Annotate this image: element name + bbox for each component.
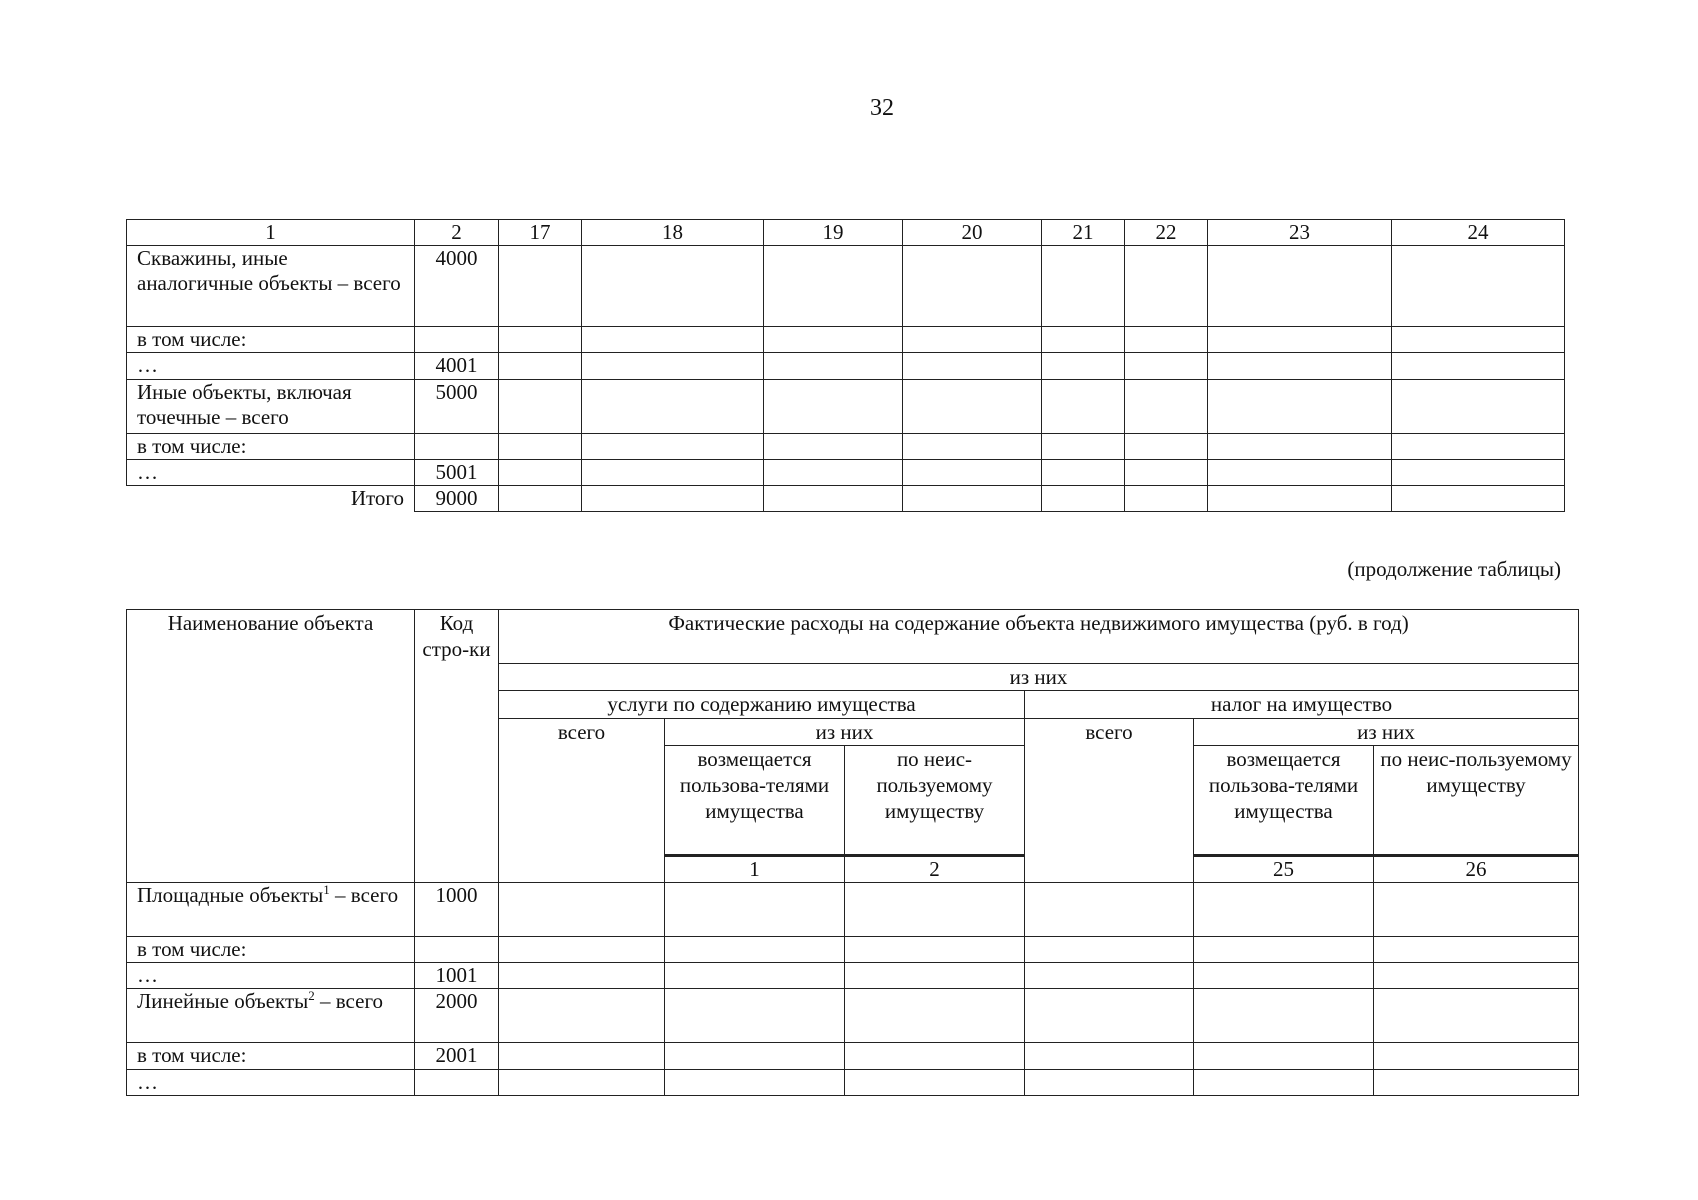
object-name: [127, 989, 415, 1043]
value-cell[interactable]: [582, 433, 764, 459]
value-cell[interactable]: [1208, 459, 1392, 485]
value-cell[interactable]: [1194, 989, 1374, 1043]
table-row: [127, 1043, 1579, 1069]
value-cell[interactable]: [845, 882, 1025, 936]
value-cell[interactable]: [1125, 246, 1208, 327]
value-cell[interactable]: [1374, 1069, 1579, 1095]
value-cell[interactable]: [903, 485, 1042, 511]
value-cell[interactable]: [903, 353, 1042, 379]
value-cell[interactable]: [665, 936, 845, 962]
value-cell[interactable]: [499, 882, 665, 936]
table-row: [127, 459, 1565, 485]
table-row: [127, 936, 1579, 962]
table-row: [127, 327, 1565, 353]
value-cell[interactable]: [1208, 353, 1392, 379]
column-number: 2: [415, 220, 499, 246]
value-cell[interactable]: [665, 882, 845, 936]
value-cell[interactable]: [499, 1069, 665, 1095]
line-code: 5000: [415, 379, 499, 433]
value-cell[interactable]: [499, 327, 582, 353]
value-cell[interactable]: [1374, 963, 1579, 989]
value-cell[interactable]: [903, 327, 1042, 353]
value-cell[interactable]: [499, 1043, 665, 1069]
value-cell[interactable]: [764, 327, 903, 353]
value-cell[interactable]: [499, 433, 582, 459]
table-row: [127, 379, 1565, 433]
column-number: 20: [903, 220, 1042, 246]
value-cell[interactable]: [582, 485, 764, 511]
header-tax-total: всего: [1025, 718, 1194, 882]
object-name: Скважины, иные аналогичные объекты – всего: [127, 246, 415, 327]
object-name: …: [127, 459, 415, 485]
column-number: 1: [127, 220, 415, 246]
value-cell[interactable]: [665, 1069, 845, 1095]
object-name: в том числе:: [127, 327, 415, 353]
table-row: [127, 353, 1565, 379]
object-name: [127, 882, 415, 936]
value-cell[interactable]: [665, 1043, 845, 1069]
line-code: 1001: [415, 963, 499, 989]
object-name: в том числе:: [127, 433, 415, 459]
value-cell[interactable]: [1025, 1043, 1194, 1069]
value-cell[interactable]: [903, 379, 1042, 433]
header-services-reimbursed: возмещается пользова-телями имущества: [665, 745, 845, 855]
value-cell[interactable]: [1208, 485, 1392, 511]
column-number: 24: [1392, 220, 1565, 246]
value-cell[interactable]: [764, 379, 903, 433]
value-cell[interactable]: [582, 353, 764, 379]
value-cell[interactable]: [1025, 989, 1194, 1043]
line-code: 9000: [415, 485, 499, 511]
value-cell[interactable]: [1025, 936, 1194, 962]
column-number-row: [127, 220, 1565, 246]
value-cell[interactable]: [1194, 1043, 1374, 1069]
header-actual-expenses: Фактические расходы на содержание объекта недвижимого имущества (руб. в год): [499, 610, 1579, 664]
header-services-total: всего: [499, 718, 665, 882]
table-row: [127, 433, 1565, 459]
value-cell[interactable]: [499, 936, 665, 962]
value-cell[interactable]: [1392, 433, 1565, 459]
bottom-table: [126, 609, 1579, 1096]
footnote-mark: 2: [308, 988, 315, 1004]
value-cell[interactable]: [845, 989, 1025, 1043]
value-cell[interactable]: [1392, 246, 1565, 327]
column-number: 26: [1374, 855, 1579, 882]
table-row: [127, 1069, 1579, 1095]
value-cell[interactable]: [582, 459, 764, 485]
value-cell[interactable]: [1392, 459, 1565, 485]
header-row: [127, 610, 1579, 664]
header-services-unused: по неис-пользуемому имуществу: [845, 745, 1025, 855]
header-services-of-them: из них: [665, 718, 1025, 745]
value-cell[interactable]: [845, 1069, 1025, 1095]
object-name-text: Линейные объекты: [137, 989, 309, 1014]
continuation-note: (продолжение таблицы): [1347, 557, 1561, 581]
header-object-name: Наименование объекта: [127, 610, 415, 883]
value-cell[interactable]: [1025, 963, 1194, 989]
line-code: 2000: [415, 989, 499, 1043]
column-number: 23: [1208, 220, 1392, 246]
column-number: 18: [582, 220, 764, 246]
value-cell[interactable]: [1208, 327, 1392, 353]
value-cell[interactable]: [764, 353, 903, 379]
footnote-mark: 1: [323, 882, 330, 897]
value-cell[interactable]: [1194, 963, 1374, 989]
value-cell[interactable]: [499, 379, 582, 433]
value-cell[interactable]: [1125, 485, 1208, 511]
line-code: 2001: [415, 1043, 499, 1069]
object-name: Иные объекты, включая точечные – всего: [127, 379, 415, 433]
value-cell[interactable]: [1042, 433, 1125, 459]
value-cell[interactable]: [1374, 989, 1579, 1043]
page-number: 32: [870, 95, 894, 121]
value-cell[interactable]: [1125, 327, 1208, 353]
value-cell[interactable]: [845, 963, 1025, 989]
value-cell[interactable]: [1125, 433, 1208, 459]
object-name: …: [127, 963, 415, 989]
value-cell[interactable]: [1374, 936, 1579, 962]
value-cell[interactable]: [499, 353, 582, 379]
value-cell[interactable]: [1392, 353, 1565, 379]
header-tax-unused: по неис-пользуемому имуществу: [1374, 745, 1579, 855]
value-cell[interactable]: [903, 459, 1042, 485]
value-cell[interactable]: [499, 963, 665, 989]
column-number: 2: [845, 855, 1025, 882]
value-cell[interactable]: [1194, 1069, 1374, 1095]
value-cell[interactable]: [1042, 485, 1125, 511]
line-code: 5001: [415, 459, 499, 485]
line-code: [415, 1069, 499, 1095]
value-cell[interactable]: [1194, 882, 1374, 936]
table-row: [127, 246, 1565, 327]
column-number: 22: [1125, 220, 1208, 246]
header-property-tax: налог на имущество: [1025, 691, 1579, 718]
object-name: …: [127, 353, 415, 379]
value-cell[interactable]: [499, 459, 582, 485]
column-number: 21: [1042, 220, 1125, 246]
value-cell[interactable]: [1042, 353, 1125, 379]
value-cell[interactable]: [1025, 1069, 1194, 1095]
object-name-text: Площадные объекты: [137, 882, 324, 907]
total-row: [127, 485, 1565, 511]
total-label: Итого: [127, 485, 415, 511]
value-cell[interactable]: [1374, 1043, 1579, 1069]
value-cell[interactable]: [903, 246, 1042, 327]
column-number: 25: [1194, 855, 1374, 882]
value-cell[interactable]: [1125, 379, 1208, 433]
table-row: [127, 989, 1579, 1043]
header-tax-of-them: из них: [1194, 718, 1579, 745]
value-cell[interactable]: [903, 433, 1042, 459]
line-code: [415, 433, 499, 459]
value-cell[interactable]: [1208, 433, 1392, 459]
value-cell[interactable]: [499, 485, 582, 511]
top-table: [126, 219, 1565, 512]
value-cell[interactable]: [764, 485, 903, 511]
object-name-suffix: – всего: [329, 882, 399, 907]
value-cell[interactable]: [1025, 882, 1194, 936]
value-cell[interactable]: [665, 989, 845, 1043]
value-cell[interactable]: [1208, 379, 1392, 433]
value-cell[interactable]: [1042, 246, 1125, 327]
object-name-suffix: – всего: [314, 989, 384, 1014]
table-row: [127, 882, 1579, 936]
value-cell[interactable]: [1194, 936, 1374, 962]
header-services: услуги по содержанию имущества: [499, 691, 1025, 718]
object-name: …: [127, 1069, 415, 1095]
value-cell[interactable]: [1042, 327, 1125, 353]
value-cell[interactable]: [845, 936, 1025, 962]
value-cell[interactable]: [1374, 882, 1579, 936]
value-cell[interactable]: [845, 1043, 1025, 1069]
line-code: 4000: [415, 246, 499, 327]
value-cell[interactable]: [1392, 485, 1565, 511]
line-code: 4001: [415, 353, 499, 379]
value-cell[interactable]: [1125, 353, 1208, 379]
value-cell[interactable]: [1042, 459, 1125, 485]
column-number: 17: [499, 220, 582, 246]
line-code: [415, 936, 499, 962]
value-cell[interactable]: [1392, 327, 1565, 353]
header-line-code: Код стро-ки: [415, 610, 499, 883]
object-name: в том числе:: [127, 1043, 415, 1069]
value-cell[interactable]: [1208, 246, 1392, 327]
object-name: в том числе:: [127, 936, 415, 962]
value-cell[interactable]: [665, 963, 845, 989]
column-number: 1: [665, 855, 845, 882]
value-cell[interactable]: [1125, 459, 1208, 485]
value-cell[interactable]: [582, 379, 764, 433]
table-row: [127, 963, 1579, 989]
header-of-them: из них: [499, 664, 1579, 691]
value-cell[interactable]: [582, 327, 764, 353]
value-cell[interactable]: [1042, 379, 1125, 433]
line-code: 1000: [415, 882, 499, 936]
value-cell[interactable]: [499, 989, 665, 1043]
line-code: [415, 327, 499, 353]
value-cell[interactable]: [764, 433, 903, 459]
column-number: 19: [764, 220, 903, 246]
value-cell[interactable]: [499, 246, 582, 327]
value-cell[interactable]: [764, 459, 903, 485]
header-tax-reimbursed: возмещается пользова-телями имущества: [1194, 745, 1374, 855]
value-cell[interactable]: [1392, 379, 1565, 433]
value-cell[interactable]: [764, 246, 903, 327]
value-cell[interactable]: [582, 246, 764, 327]
